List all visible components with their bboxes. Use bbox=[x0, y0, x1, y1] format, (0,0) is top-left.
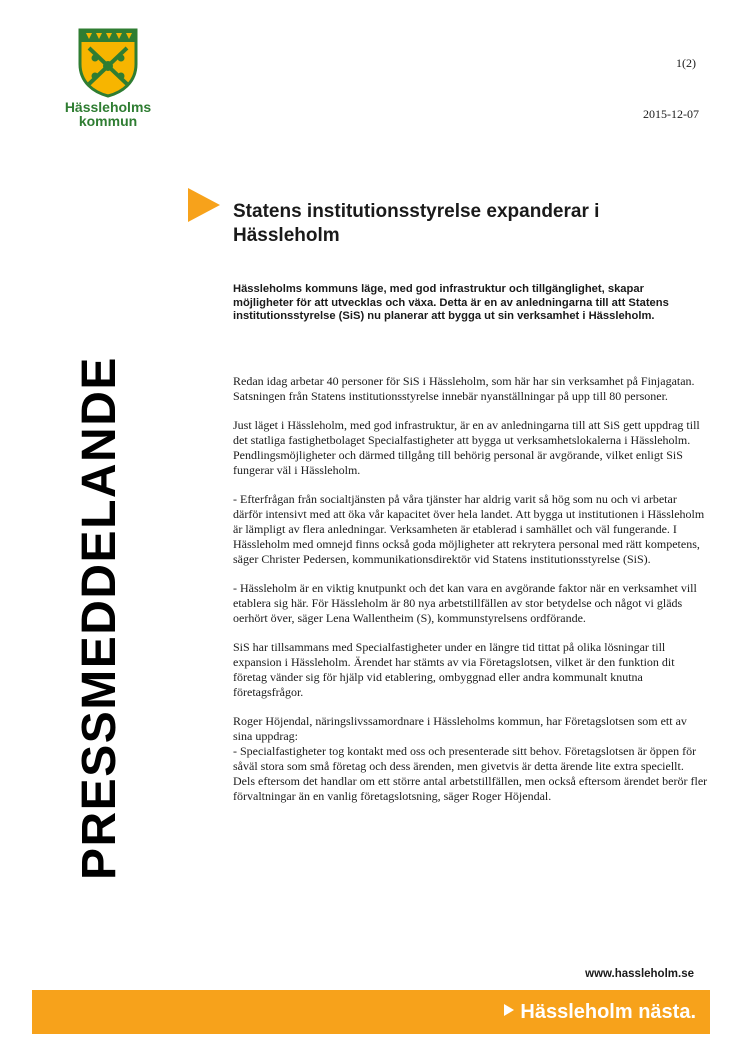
body-paragraph: - Hässleholm är en viktig knutpunkt och det kan vara en avgörande faktor när en verksamhet vill etablera sig här. För Hässleholm är 80 nya arbetstillfällen av stor betydelse och något vi gläds oerhört över, säger Lena Wallentheim (S), kommunstyrelsens ordförande. bbox=[233, 581, 697, 625]
logo-name bbox=[62, 100, 154, 128]
lead-paragraph: Hässleholms kommuns läge, med god infrastruktur och tillgänglighet, skapar möjligheter för att utvecklas och växa. Detta är en av anledningarna till att Statens institutionsstyrelse (SiS) nu planerar att bygga ut sin verksamhet i Hässleholm. bbox=[233, 283, 669, 322]
release-date: 2015-12-07 bbox=[643, 107, 699, 121]
side-title: PRESSMEDDELANDE bbox=[73, 356, 126, 880]
footer-banner bbox=[32, 990, 710, 1034]
slogan bbox=[504, 998, 696, 1026]
last-paragraph-quote: - Specialfastigheter tog kontakt med oss och presenterade sitt behov. Företagslotsen är öppen för såväl stora som små företag och dess ärenden, men givetvis är detta ärende lite extra speciellt. Dels eftersom det handlar om ett större antal arbetstillfällen, men också eftersom ärendet berör fler förvaltningar än en vanlig företagslotsning, säger Roger Höjendal. bbox=[233, 744, 708, 803]
logo-name-line-1: Hässleholms bbox=[64, 99, 152, 115]
body-paragraph: - Efterfrågan från socialtjänsten på våra tjänster har aldrig varit så hög som nu och vi arbetar därför intensivt med att öka vår kapacitet över hela landet. Att bygga ut institutionen i Hässleholm är lämpligt av flera anledningar. Verksamheten är etablerad i samhället och väl fungerande. I Hässleholm med omnejd finns också goda möjligheter att rekrytera personal med rätt kompetens, säger Christer Pedersen, kommunikationsdirektör vid Statens institutionsstyrelse (SiS). bbox=[233, 492, 705, 566]
last-paragraph-intro: Roger Höjendal, näringslivssamordnare i Hässleholms kommun, har Företagslotsen som ett av sina uppdrag: bbox=[233, 714, 687, 743]
headline: Statens institutionsstyrelse expanderar i Hässleholm bbox=[233, 201, 600, 246]
body-paragraph-last bbox=[233, 714, 708, 804]
body-paragraph: Just läget i Hässleholm, med god infrastruktur, är en av anledningarna till att SiS gett uppdrag till det statliga fastighetbolaget Specialfastigheter att bygga ut verksamhetslokalerna i Hässleholm. Pendlingsmöjligheter och därmed tillgång till behörig personal är avgörande, vilket enligt SiS fungerar väl i Hässleholm. bbox=[233, 418, 700, 477]
page-number: 1(2) bbox=[676, 56, 696, 70]
logo-name-line-2: kommun bbox=[78, 113, 138, 129]
coat-of-arms-icon bbox=[77, 28, 139, 98]
side-title-wrapper bbox=[70, 220, 130, 880]
slogan-arrow-icon bbox=[504, 1004, 514, 1016]
body-paragraph: SiS har tillsammans med Specialfastigheter under en längre tid tittat på olika lösningar till expansion i Hässleholm. Ärendet har stämts av via Företagslotsen, vilket är den funktion dit företag vänder sig för hjälp vid etablering, ombyggnad eller andra kommunalt knutna företagsfrågor. bbox=[233, 640, 675, 699]
body-paragraph: Redan idag arbetar 40 personer för SiS i Hässleholm, som här har sin verksamhet på Finjagatan. Satsningen från Statens institutionsstyrelse innebär nyanställningar på upp till 80 personer. bbox=[233, 374, 695, 403]
slogan-text: Hässleholm nästa. bbox=[520, 1001, 696, 1023]
body-text bbox=[233, 374, 708, 804]
arrow-right-icon bbox=[188, 188, 220, 222]
website-link[interactable]: www.hassleholm.se bbox=[585, 968, 694, 980]
municipality-logo bbox=[62, 28, 154, 128]
